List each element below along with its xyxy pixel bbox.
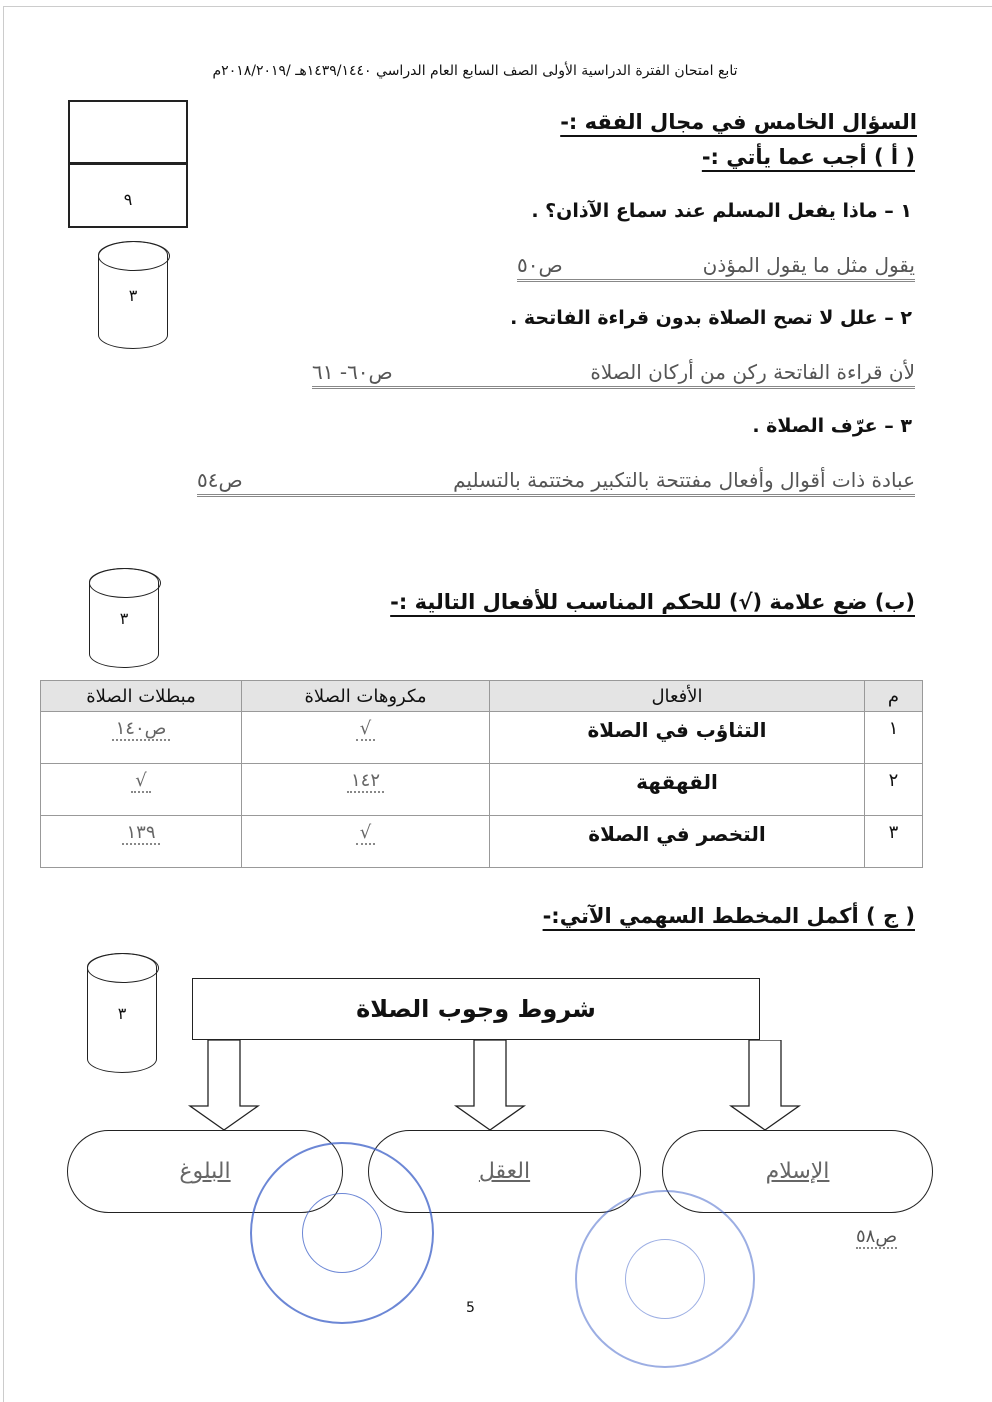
exam-header: تابع امتحان الفترة الدراسية الأولى الصف السابع العام الدراسي ١٤٣٩/١٤٤٠هـ /٢٠١٨/٢٠١٩م [212, 63, 738, 79]
action: التخصر في الصلاة [490, 816, 865, 868]
emblem-icon [625, 1239, 705, 1319]
branch-buloogh: البلوغ [67, 1130, 343, 1213]
answer-text: يقول مثل ما يقول المؤذن [702, 253, 915, 277]
page-number: 5 [466, 1300, 475, 1316]
score-box [68, 100, 188, 228]
part-a-title: ( أ ) أجب عما يأتي :- [701, 145, 915, 169]
part-c-title: ( ج ) أكمل المخطط السهمي الآتي:- [542, 904, 915, 928]
score-value: ٣ [128, 285, 138, 305]
answer-3 [197, 468, 915, 497]
score-value: ٣ [119, 608, 129, 628]
col-mubtil: مبطلات الصلاة [41, 681, 242, 712]
arrow-down-icon [731, 1040, 799, 1130]
mubtil-mark: √ [131, 770, 150, 793]
col-makruh: مكروهات الصلاة [242, 681, 490, 712]
official-stamp [575, 1190, 755, 1368]
question-3: ٣ – عرّف الصلاة . [752, 415, 912, 437]
score-cylinder-a [98, 241, 168, 349]
mubtil-mark: ص١٤٠ [112, 718, 171, 741]
diagram-arrows [0, 1040, 992, 1132]
table-row [41, 764, 923, 816]
question-2: ٢ – علل لا تصح الصلاة بدون قراءة الفاتحة . [510, 307, 912, 329]
branch-aql: العقل [368, 1130, 641, 1213]
answer-2 [312, 360, 915, 389]
score-cylinder-b [89, 568, 159, 668]
answer-1 [517, 253, 915, 282]
score-value: ٣ [117, 1003, 127, 1023]
arrow-down-icon [190, 1040, 258, 1130]
page-ref: ص٦٠- ٦١ [312, 360, 393, 384]
answer-text: لأن قراءة الفاتحة ركن من أركان الصلاة [590, 360, 915, 384]
col-number: م [865, 681, 923, 712]
diagram-root: شروط وجوب الصلاة [192, 978, 760, 1040]
makruh-mark: √ [356, 822, 375, 845]
branch-islam: الإسلام [662, 1130, 933, 1213]
action: القهقهة [490, 764, 865, 816]
makruh-mark: ١٤٢ [347, 770, 384, 793]
makruh-mark: √ [356, 718, 375, 741]
score-total [70, 102, 186, 165]
emblem-icon [302, 1193, 382, 1273]
table-row [41, 712, 923, 764]
question-title: السؤال الخامس في مجال الفقه :- [560, 110, 917, 134]
official-stamp [250, 1142, 434, 1324]
answer-text: عبادة ذات أقوال وأفعال مفتتحة بالتكبير مختتمة بالتسليم [453, 468, 915, 492]
row-number: ٢ [865, 764, 923, 816]
table-header [41, 681, 923, 712]
action: التثاؤب في الصلاة [490, 712, 865, 764]
judgment-table [40, 680, 923, 868]
score-max: ٩ [123, 190, 133, 209]
table-row [41, 816, 923, 868]
part-b-title: (ب) ضع علامة (√) للحكم المناسب للأفعال التالية :- [390, 590, 915, 614]
page-ref-c: ص٥٨ [856, 1226, 898, 1247]
page-ref: ص٥٤ [197, 468, 243, 492]
arrow-down-icon [456, 1040, 524, 1130]
page-ref: ص٥٠ [517, 253, 563, 277]
mubtil-mark: ١٣٩ [122, 822, 159, 845]
col-actions: الأفعال [490, 681, 865, 712]
question-1: ١ – ماذا يفعل المسلم عند سماع الآذان؟ . [531, 200, 912, 222]
row-number: ٣ [865, 816, 923, 868]
row-number: ١ [865, 712, 923, 764]
